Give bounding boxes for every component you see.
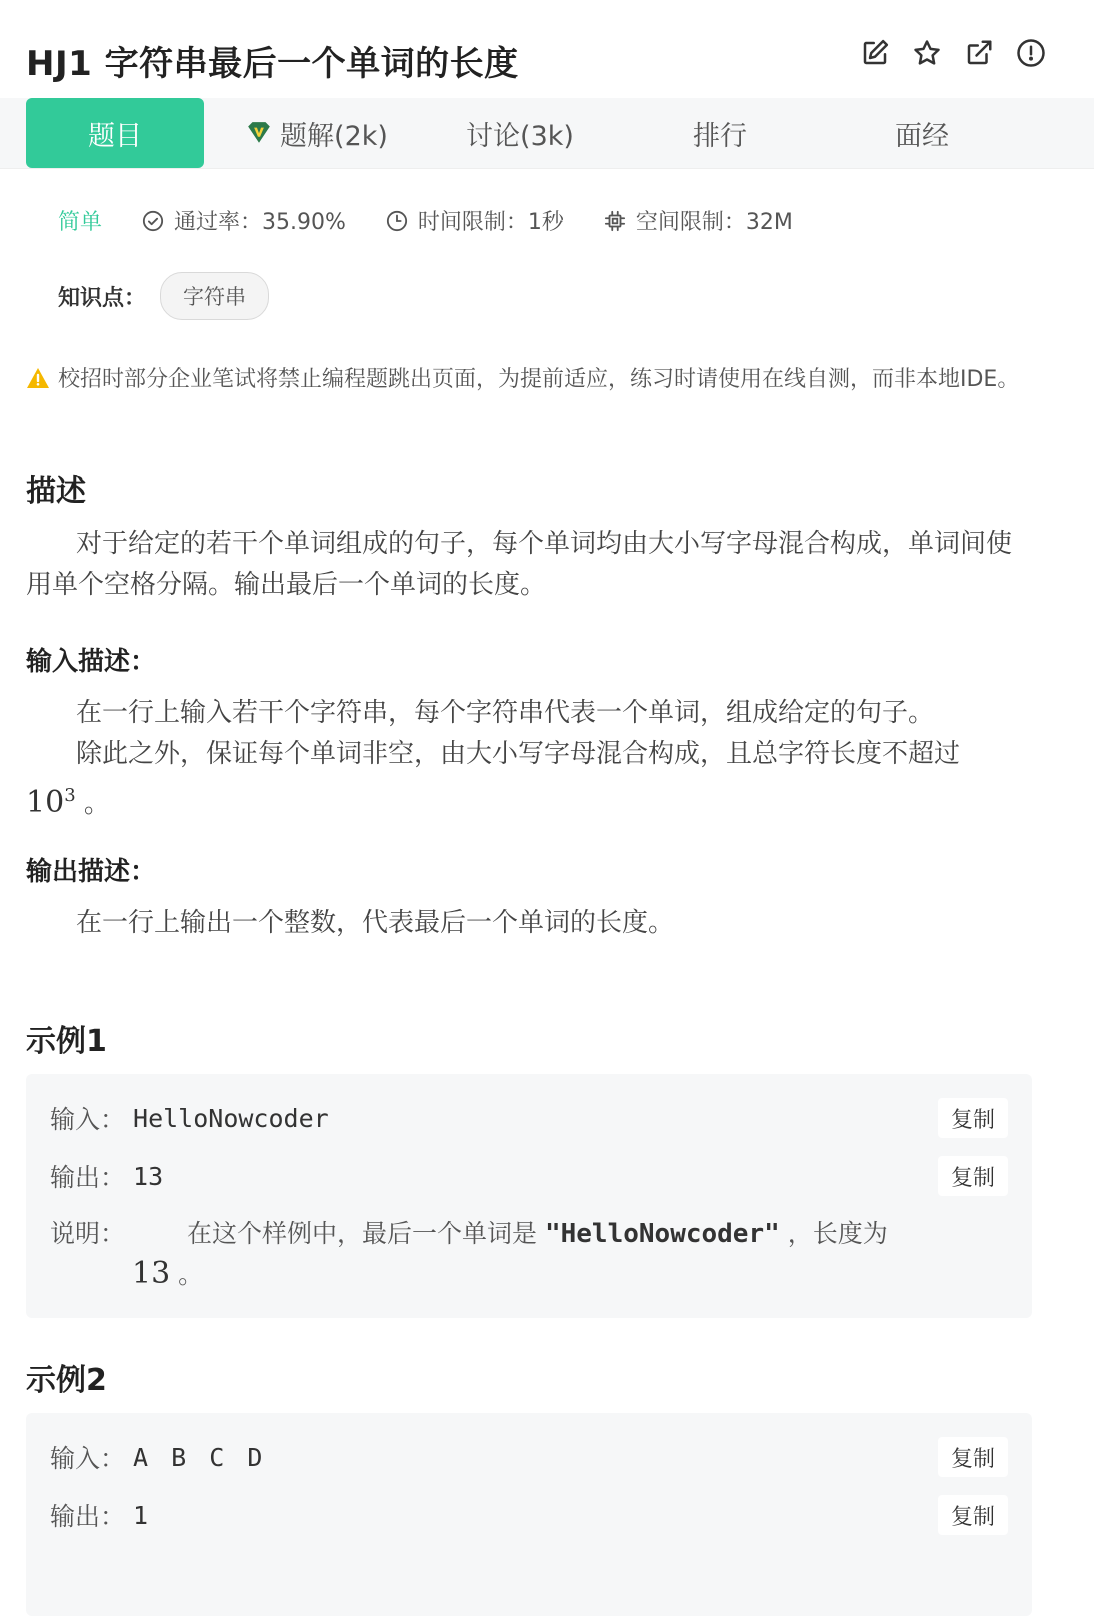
- copy-input-button[interactable]: 复制: [938, 1098, 1008, 1138]
- clock-icon: [386, 210, 408, 232]
- example1-input: HelloNowcoder: [133, 1103, 329, 1133]
- explain-tail: 。: [170, 1260, 204, 1289]
- example1-output-row: [50, 1158, 163, 1194]
- tab-label: 排行: [693, 120, 747, 152]
- space-limit-text: 空间限制：32M: [635, 210, 793, 235]
- output-label: 输出：: [50, 1502, 126, 1531]
- output-desc-text: [26, 903, 1036, 944]
- math-formula: [26, 785, 76, 820]
- warning-text: 校招时部分企业笔试将禁止编程题跳出页面，为提前适应，练习时请使用在线自测，而非本地IDE。: [58, 367, 1020, 392]
- copy-output-button[interactable]: 复制: [938, 1495, 1008, 1535]
- description-heading: 描述: [26, 474, 86, 509]
- problem-title: HJ1 字符串最后一个单词的长度: [26, 44, 519, 84]
- example2-output: 1: [133, 1500, 149, 1530]
- example2-heading: 示例2: [26, 1363, 107, 1398]
- description-body: 对于给定的若干个单词组成的句子，每个单词均由大小写字母混合构成，单词间使用单个空格分隔。输出最后一个单词的长度。: [26, 529, 1013, 600]
- example2-input: A B C D: [133, 1442, 267, 1472]
- star-icon[interactable]: [912, 38, 942, 68]
- explain-number: 13: [132, 1256, 171, 1291]
- chip-icon: [604, 210, 626, 232]
- knowledge-points: [58, 272, 269, 320]
- tab-label: 讨论(3k): [466, 120, 574, 152]
- pass-rate-text: 通过率：35.90%: [174, 210, 346, 235]
- example1-input-row: [50, 1100, 329, 1136]
- input-desc-line2: 除此之外，保证每个单词非空，由大小写字母混合构成，且总字符长度不超过: [76, 739, 961, 769]
- input-label: 输入：: [50, 1444, 126, 1473]
- time-limit: [386, 205, 564, 236]
- warning-notice: [26, 362, 1036, 397]
- output-desc-heading: 输出描述：: [26, 857, 157, 887]
- problem-tabs: [0, 98, 1094, 169]
- vip-badge-icon: [246, 120, 272, 146]
- space-limit: [604, 205, 793, 236]
- header-actions: [860, 38, 1046, 68]
- tab-ranking[interactable]: [640, 98, 800, 168]
- math-exponent: 3: [64, 785, 76, 806]
- tab-solutions[interactable]: [232, 98, 402, 168]
- tab-interview[interactable]: [842, 98, 1002, 168]
- input-desc-line3: [26, 775, 1036, 825]
- problem-header: [26, 30, 1046, 86]
- example1-output: 13: [133, 1161, 164, 1191]
- example1-box: [26, 1074, 1032, 1318]
- example2-input-row: [50, 1439, 266, 1475]
- example2-box: [26, 1413, 1032, 1616]
- check-circle-icon: [142, 210, 164, 232]
- explain-code: "HelloNowcoder": [544, 1219, 780, 1249]
- time-limit-text: 时间限制：1秒: [417, 210, 564, 235]
- explain-mid: ，长度为: [779, 1219, 888, 1248]
- input-desc-line1: 在一行上输入若干个字符串，每个字符串代表一个单词，组成给定的句子。: [76, 698, 935, 728]
- tab-label: 题解(2k): [280, 120, 388, 152]
- copy-input-button[interactable]: 复制: [938, 1437, 1008, 1477]
- input-desc-heading: 输入描述：: [26, 647, 157, 677]
- tab-label: 面经: [895, 120, 949, 152]
- problem-meta: [58, 205, 833, 236]
- explain-label: 说明：: [50, 1219, 126, 1248]
- edit-icon[interactable]: [860, 38, 890, 68]
- example1-heading: 示例1: [26, 1024, 107, 1059]
- difficulty-badge: 简单: [58, 210, 103, 235]
- example2-output-row: [50, 1497, 148, 1533]
- example1-explanation: [50, 1214, 1000, 1295]
- tab-label: 题目: [88, 120, 142, 152]
- output-label: 输出：: [50, 1163, 126, 1192]
- tab-problem[interactable]: [26, 98, 204, 168]
- knowledge-tag[interactable]: 字符串: [160, 272, 269, 320]
- input-desc-tail: 。: [75, 789, 110, 819]
- knowledge-label: 知识点：: [58, 285, 147, 311]
- share-icon[interactable]: [964, 38, 994, 68]
- tab-discussion[interactable]: [430, 98, 610, 168]
- pass-rate: [142, 205, 346, 236]
- explain-pre: 在这个样例中，最后一个单词是: [187, 1219, 545, 1248]
- description-text: [26, 524, 1036, 606]
- output-desc-line1: 在一行上输出一个整数，代表最后一个单词的长度。: [76, 908, 675, 938]
- warning-icon: [26, 367, 50, 389]
- math-base: 10: [26, 785, 65, 820]
- input-label: 输入：: [50, 1105, 126, 1134]
- copy-output-button[interactable]: 复制: [938, 1156, 1008, 1196]
- report-icon[interactable]: [1016, 38, 1046, 68]
- input-desc-text: [26, 693, 1036, 825]
